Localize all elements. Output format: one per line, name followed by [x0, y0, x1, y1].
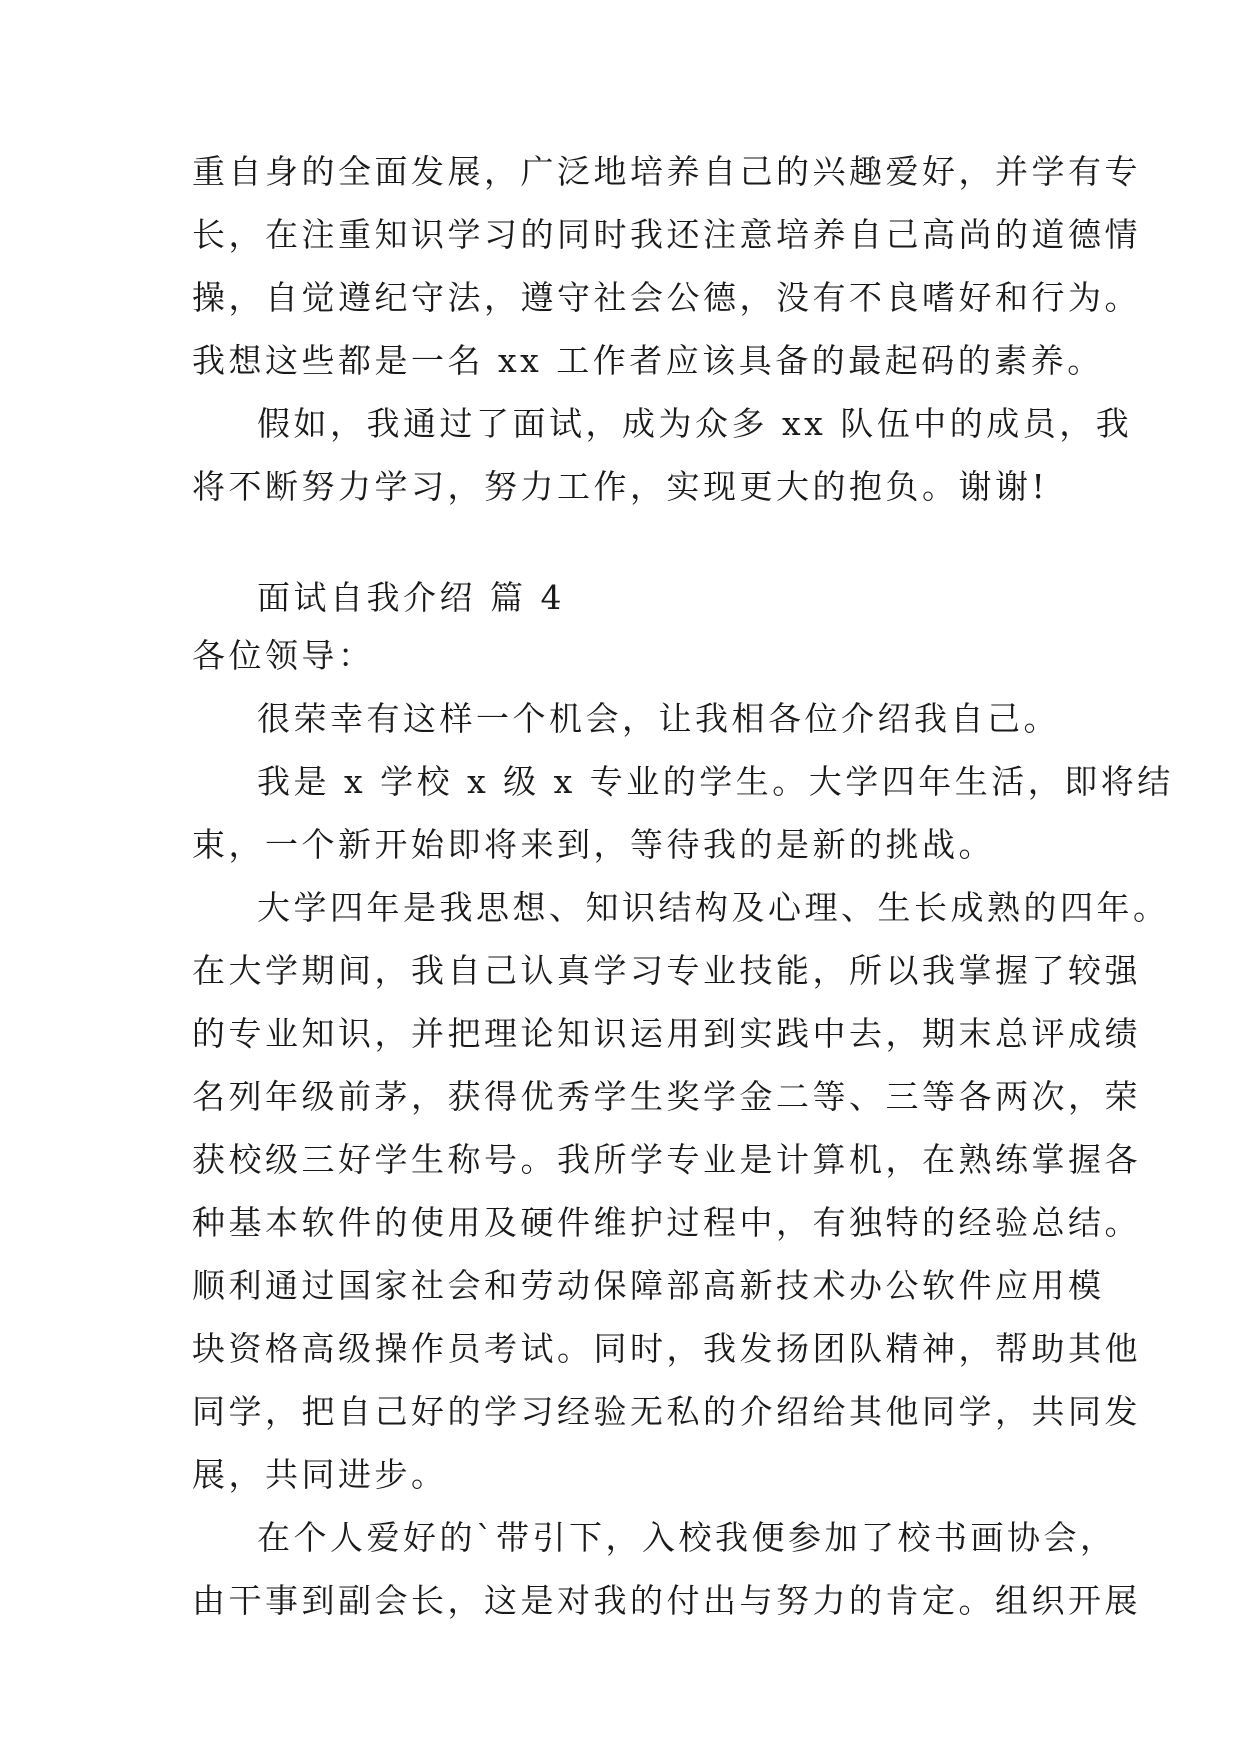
- paragraph-line: 将不断努力学习，努力工作，实现更大的抱负。谢谢!: [192, 467, 1049, 506]
- section-heading: 面试自我介绍 篇 4: [257, 578, 565, 617]
- paragraph-line: 长，在注重知识学习的同时我还注意培养自己高尚的道德情: [192, 215, 1141, 254]
- paragraph-line: 名列年级前茅，获得优秀学生奖学金二等、三等各两次，荣: [192, 1077, 1141, 1116]
- paragraph-line: 在个人爱好的`带引下，入校我便参加了校书画协会，: [257, 1518, 1117, 1557]
- paragraph-line: 种基本软件的使用及硬件维护过程中，有独特的经验总结。: [192, 1203, 1141, 1242]
- paragraph-line: 我是 x 学校 x 级 x 专业的学生。大学四年生活，即将结: [257, 762, 1174, 801]
- paragraph-line: 假如，我通过了面试，成为众多 xx 队伍中的成员，我: [257, 404, 1133, 443]
- paragraph-line: 块资格高级操作员考试。同时，我发扬团队精神，帮助其他: [192, 1329, 1141, 1368]
- paragraph-line: 我想这些都是一名 xx 工作者应该具备的最起码的素养。: [192, 341, 1104, 380]
- paragraph-line: 操，自觉遵纪守法，遵守社会公德，没有不良嗜好和行为。: [192, 278, 1141, 317]
- paragraph-line: 束，一个新开始即将来到，等待我的是新的挑战。: [192, 825, 995, 864]
- paragraph-line: 大学四年是我思想、知识结构及心理、生长成熟的四年。: [257, 888, 1170, 927]
- paragraph-line: 重自身的全面发展，广泛地培养自己的兴趣爱好，并学有专: [192, 152, 1141, 191]
- paragraph-line: 由干事到副会长，这是对我的付出与努力的肯定。组织开展: [192, 1581, 1141, 1620]
- paragraph-line: 在大学期间，我自己认真学习专业技能，所以我掌握了较强: [192, 951, 1141, 990]
- salutation: 各位领导：: [192, 636, 375, 675]
- paragraph-line: 很荣幸有这样一个机会，让我相各位介绍我自己。: [257, 699, 1060, 738]
- paragraph-line: 同学，把自己好的学习经验无私的介绍给其他同学，共同发: [192, 1392, 1141, 1431]
- paragraph-line: 的专业知识，并把理论知识运用到实践中去，期末总评成绩: [192, 1014, 1141, 1053]
- paragraph-line: 获校级三好学生称号。我所学专业是计算机，在熟练掌握各: [192, 1140, 1141, 1179]
- paragraph-line: 顺利通过国家社会和劳动保障部高新技术办公软件应用模: [192, 1266, 1105, 1305]
- paragraph-line: 展，共同进步。: [192, 1455, 448, 1494]
